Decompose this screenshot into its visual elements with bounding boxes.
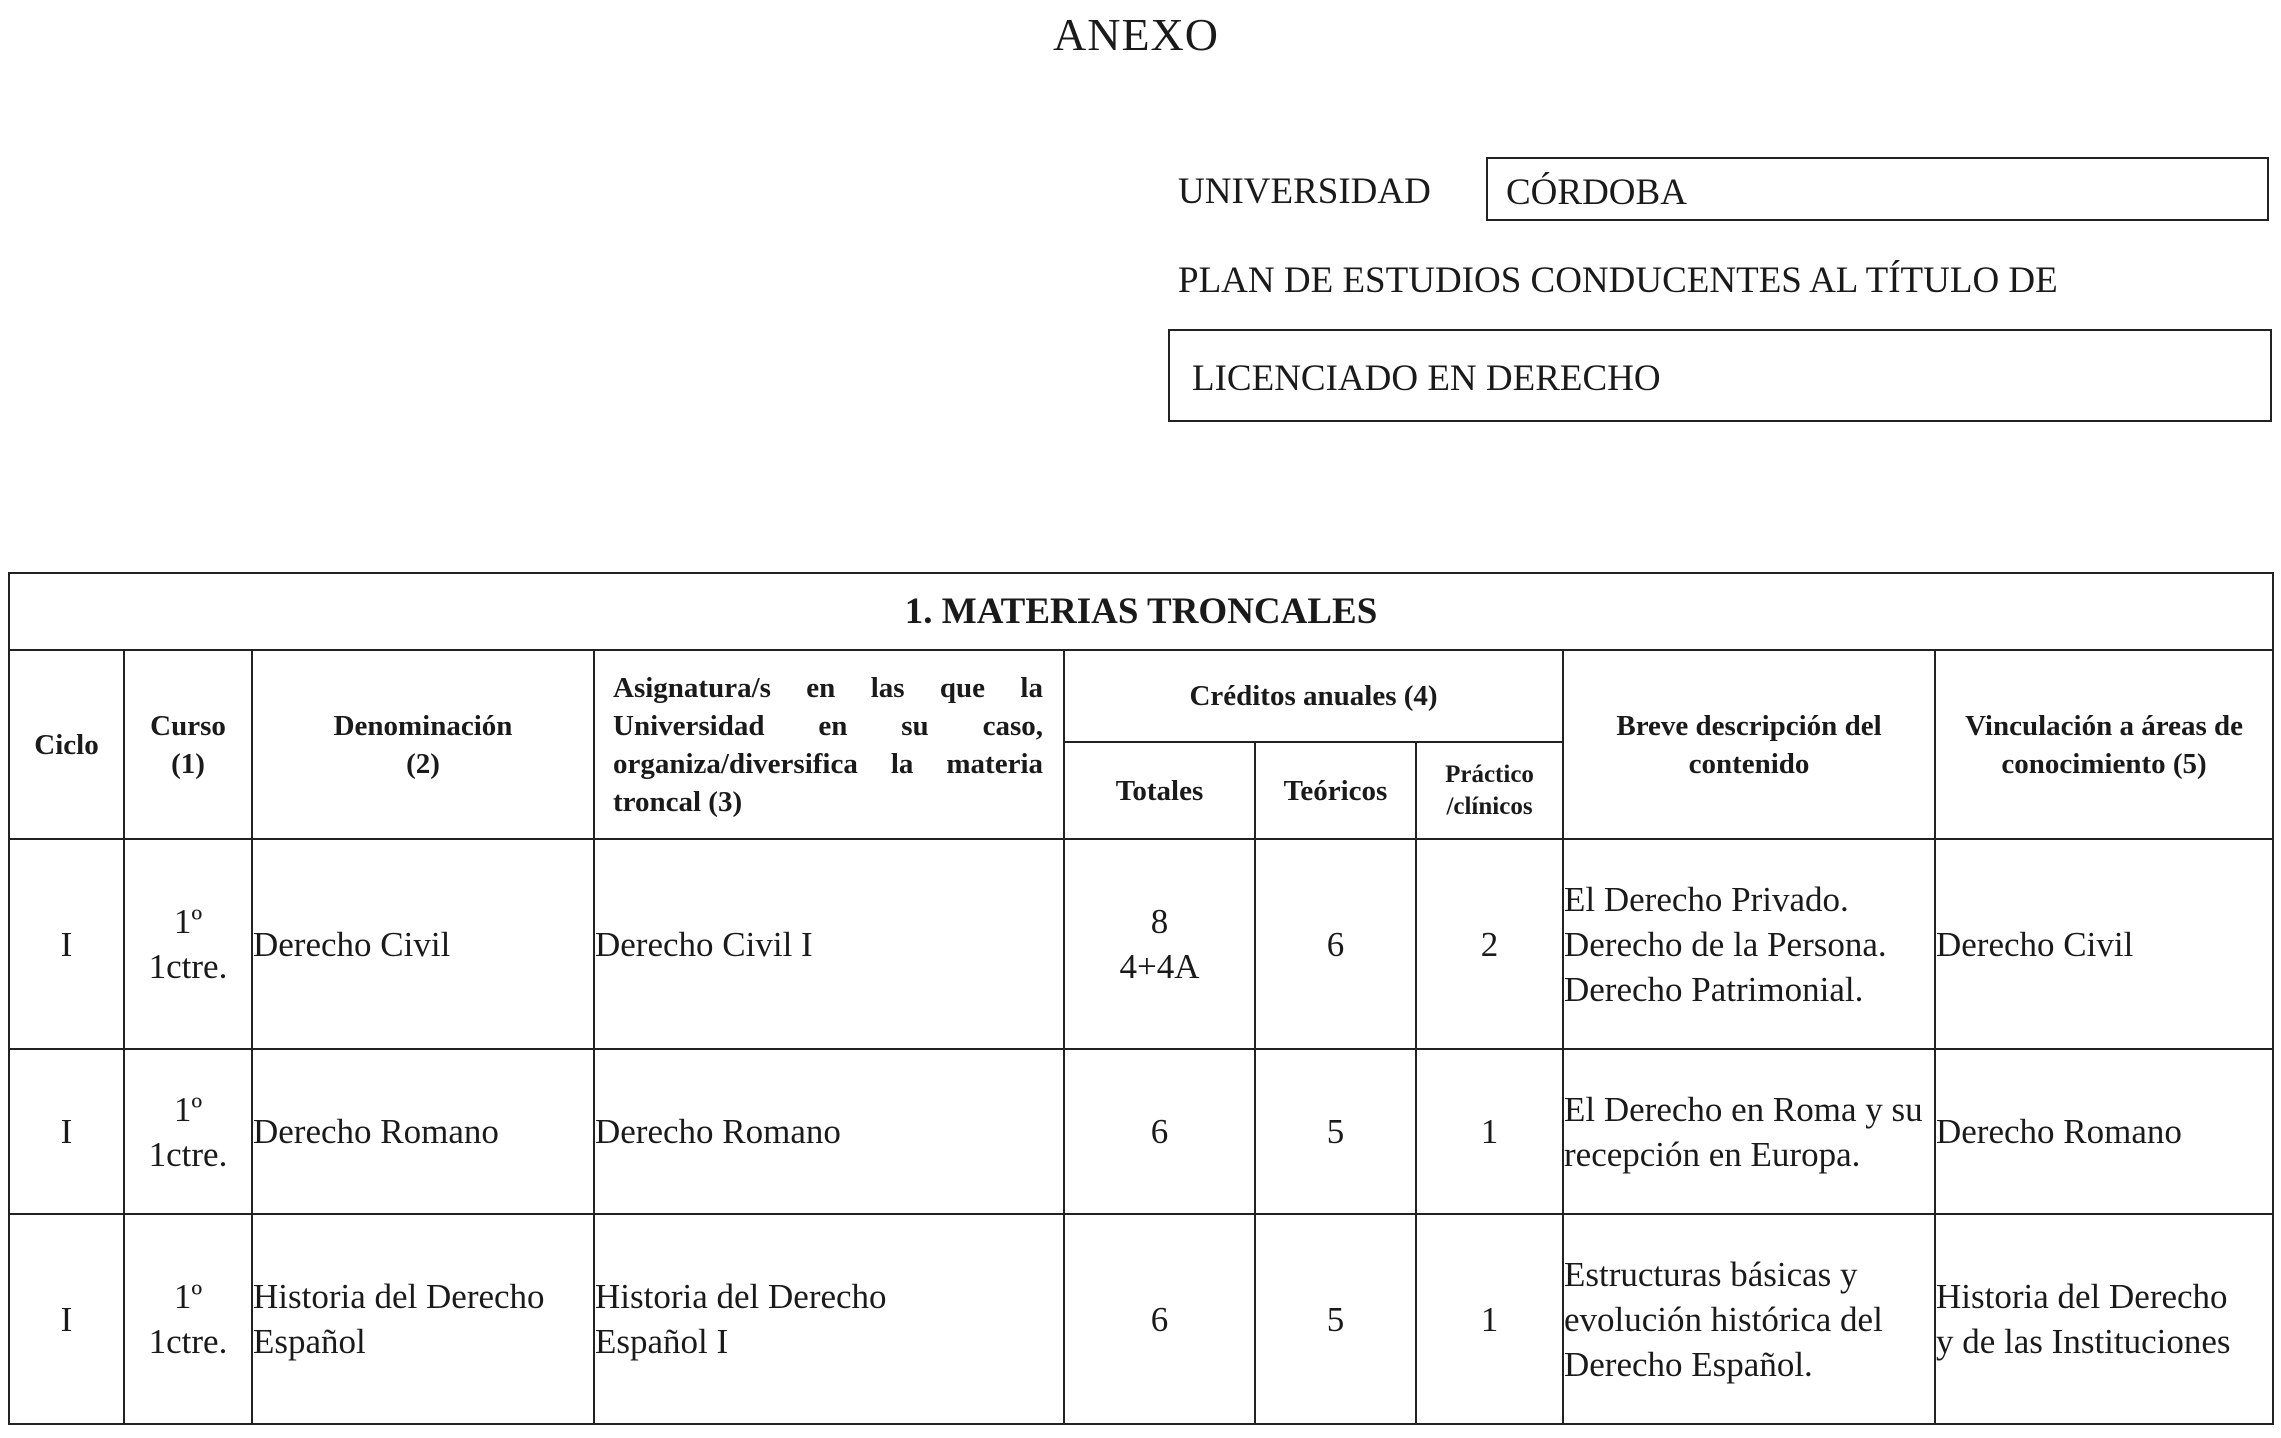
- cell-descripcion: Estructuras básicas y evolución histórica del Derecho Español.: [1563, 1214, 1935, 1424]
- cell-teoricos: 5: [1255, 1049, 1416, 1214]
- col-denominacion-line1: Denominación: [333, 709, 513, 742]
- page-title: ANEXO: [1053, 9, 1219, 60]
- universidad-value-box: CÓRDOBA: [1486, 157, 2269, 221]
- table-row: [9, 1049, 2273, 1214]
- cell-asignatura: Derecho Civil I: [594, 839, 1064, 1049]
- cell-curso: [124, 1214, 252, 1424]
- cell-vinculacion: Derecho Civil: [1935, 839, 2273, 1049]
- cell-denominacion: Historia del Derecho Español: [252, 1214, 594, 1424]
- col-totales: Totales: [1064, 742, 1255, 839]
- cell-totales: [1064, 839, 1255, 1049]
- col-curso-line1: Curso: [150, 709, 226, 742]
- cell-teoricos: 6: [1255, 839, 1416, 1049]
- col-practicos: [1416, 742, 1563, 839]
- cell-totales-line2: 4+4A: [1119, 947, 1200, 986]
- cell-curso-line1: 1º: [173, 902, 203, 941]
- col-asignatura: Asignatura/s en las que la Universidad en su caso, organiza/diversifica la materia troncal (3): [594, 650, 1064, 839]
- cell-descripcion: El Derecho en Roma y su recepción en Europa.: [1563, 1049, 1935, 1214]
- titulo-value-box: LICENCIADO EN DERECHO: [1168, 329, 2272, 422]
- materias-troncales-table: [8, 572, 2274, 1425]
- universidad-label: UNIVERSIDAD: [1178, 171, 1431, 212]
- col-practicos-line1: Práctico: [1445, 760, 1534, 788]
- cell-totales: [1064, 1049, 1255, 1214]
- cell-curso-line2: 1ctre.: [148, 1134, 228, 1174]
- cell-curso-line1: 1º: [173, 1277, 203, 1316]
- cell-asignatura: Derecho Romano: [594, 1049, 1064, 1214]
- cell-asignatura: Historia del Derecho Español I: [594, 1214, 1064, 1424]
- cell-practicos: 2: [1416, 839, 1563, 1049]
- cell-vinculacion: Historia del Derecho y de las Instituciones: [1935, 1214, 2273, 1424]
- cell-curso-line1: 1º: [173, 1089, 203, 1129]
- col-creditos: Créditos anuales (4): [1064, 650, 1563, 742]
- plan-label: PLAN DE ESTUDIOS CONDUCENTES AL TÍTULO DE: [1178, 260, 2058, 301]
- header-row: [9, 650, 2273, 742]
- cell-curso: [124, 839, 252, 1049]
- col-denominacion: [252, 650, 594, 839]
- table-caption: 1. MATERIAS TRONCALES: [9, 573, 2273, 650]
- col-curso-line2: (1): [171, 747, 205, 780]
- col-curso: [124, 650, 252, 839]
- col-descripcion: Breve descripción del contenido: [1563, 650, 1935, 839]
- cell-totales: [1064, 1214, 1255, 1424]
- cell-denominacion: Derecho Romano: [252, 1049, 594, 1214]
- cell-ciclo: I: [9, 839, 124, 1049]
- cell-vinculacion: Derecho Romano: [1935, 1049, 2273, 1214]
- cell-totales-line1: 6: [1150, 1112, 1169, 1151]
- col-vinculacion: Vinculación a áreas de conocimiento (5): [1935, 650, 2273, 839]
- col-denominacion-line2: (2): [406, 747, 440, 780]
- cell-curso-line2: 1ctre.: [148, 1322, 228, 1361]
- cell-totales-line1: 8: [1150, 902, 1169, 941]
- cell-practicos: 1: [1416, 1214, 1563, 1424]
- table-row: [9, 1214, 2273, 1424]
- cell-practicos: 1: [1416, 1049, 1563, 1214]
- col-teoricos: Teóricos: [1255, 742, 1416, 839]
- col-ciclo: Ciclo: [9, 650, 124, 839]
- cell-descripcion: El Derecho Privado. Derecho de la Persona. Derecho Patrimonial.: [1563, 839, 1935, 1049]
- table-row: [9, 839, 2273, 1049]
- table-caption-row: [9, 573, 2273, 650]
- cell-teoricos: 5: [1255, 1214, 1416, 1424]
- cell-denominacion: Derecho Civil: [252, 839, 594, 1049]
- cell-ciclo: I: [9, 1214, 124, 1424]
- cell-ciclo: I: [9, 1049, 124, 1214]
- col-practicos-line2: /clínicos: [1446, 792, 1533, 820]
- cell-curso-line2: 1ctre.: [148, 947, 228, 986]
- cell-curso: [124, 1049, 252, 1214]
- cell-totales-line1: 6: [1150, 1299, 1169, 1339]
